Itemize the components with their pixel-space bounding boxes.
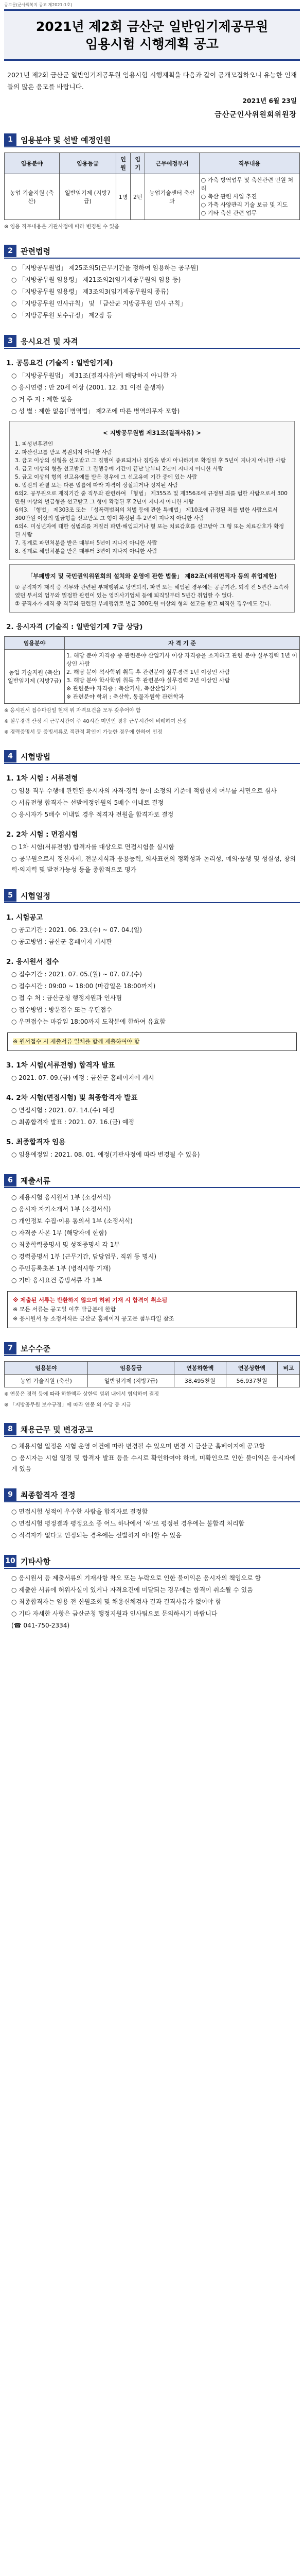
box-line: 6의3. 「형법」 제303조 또는 「성폭력범죄의 처벌 등에 관한 특례법」 제10조에 규정된 죄를 범한 사람으로서 300만원 이상의 벌금형을 선고받고 그 형이 확정된 후 2년이 지나지 아니한 사람 — [15, 507, 278, 521]
title-line-2: 임용시험 시행계획 공고 — [85, 37, 219, 52]
list-item: ○ 「지방공무원 인사규칙」 및 「금산군 지방공무원 인사 규칙」 — [11, 300, 187, 307]
section-number: 4 — [4, 750, 16, 762]
list-item: ○ 성 별 : 제한 없음(「병역법」 제2조에 따른 병역의무자 포함) — [11, 408, 180, 415]
section-number: 8 — [4, 1423, 16, 1435]
table-cell: 농업기술센터 축산과 — [145, 174, 199, 220]
table-header-row — [5, 637, 300, 650]
section-title: 시험방법 — [21, 752, 50, 761]
qualification-table — [4, 636, 300, 704]
list-item: ○ 기타 응시요건 증빙서류 각 1부 — [11, 1277, 102, 1284]
table-header: 임용등급 — [88, 1362, 174, 1375]
section-7-heading — [4, 1342, 300, 1356]
list-item: ○ 면접시험 : 2021. 07. 14.(수) 예정 — [11, 1107, 115, 1114]
submission-warning-box — [7, 1291, 297, 1328]
section-number: 7 — [4, 1342, 16, 1354]
table-row — [5, 174, 300, 220]
section-4-heading — [4, 750, 300, 764]
list-item: ○ 임용예정일 : 2021. 08. 01. 예정(기관사정에 따라 변경될 수 있음) — [11, 1151, 200, 1158]
list-item: ○ 적격자가 없다고 인정되는 경우에는 선발하지 아니할 수 있음 — [11, 1532, 182, 1539]
section-title: 응시요건 및 자격 — [21, 336, 78, 346]
section-title: 기타사항 — [21, 1556, 50, 1566]
section-5-heading — [4, 889, 300, 903]
list-item: ○ 접수시간 : 09:00 ~ 18:00 (마감일은 18:00까지) — [11, 982, 156, 990]
section-number: 6 — [4, 1174, 16, 1187]
application-notice-box — [7, 1032, 297, 1051]
disqualification-box — [9, 421, 295, 560]
box-line: 7. 징계로 파면처분을 받은 때부터 5년이 지나지 아니한 사람 — [15, 540, 157, 546]
subsection-title: 1. 1차 시험 : 서류전형 — [6, 774, 78, 783]
criteria-line: ※ 관련분야 학위 : 축산학, 동물자원학 관련학과 — [66, 693, 184, 700]
note-line: ※ 실무경력 산정 시 근무시간이 주 40시간 미만인 경우 근무시간에 비례하여 산정 — [4, 719, 187, 724]
contact-phone: (☎ 041-750-2334) — [11, 1622, 70, 1629]
table-header: 직무내용 — [199, 153, 299, 174]
box-title: 「부패방지 및 국민권익위원회의 설치와 운영에 관한 법률」 제82조(비위면직자 등의 취업제한) — [27, 572, 277, 580]
list-item: ○ 개인정보 수집·이용 동의서 1부 (소정서식) — [11, 1217, 133, 1225]
table-header: 비고 — [278, 1362, 300, 1375]
list-item: ○ 「지방공무원법」 제25조의5(근무기간을 정하여 임용하는 공무원) — [11, 264, 199, 272]
list-item: ○ 접 수 처 : 금산군청 행정지원과 인사팀 — [11, 994, 122, 1002]
list-item: ○ 우편접수는 마감일 18:00까지 도착분에 한하여 유효함 — [11, 1018, 166, 1025]
list-item: ○ 면접시험 성적이 우수한 사람을 합격자로 결정함 — [11, 1508, 148, 1515]
note-line: ※ 모든 서류는 공고일 이후 발급분에 한함 — [13, 1306, 116, 1313]
section-number: 2 — [4, 245, 16, 257]
table-header: 임용분야 — [5, 1362, 88, 1375]
table-header: 연봉하한액 — [174, 1362, 226, 1375]
list-item: ○ 제출한 서류에 허위사실이 있거나 자격요건에 미달되는 경우에는 합격이 취소될 수 있음 — [11, 1586, 253, 1594]
table-cell: ○ 가축 방역업무 및 축산관련 민원 처리 ○ 축산 관련 사업 추진 ○ 가축 사양관리 기술 보급 및 지도 ○ 기타 축산 관련 업무 — [199, 174, 299, 220]
section-2-heading — [4, 244, 300, 259]
section-number: 1 — [4, 133, 16, 146]
section-3-heading — [4, 334, 300, 349]
box-line: 1. 피성년후견인 — [15, 441, 53, 447]
list-item: ○ 접수기간 : 2021. 07. 05.(월) ~ 07. 07.(수) — [11, 971, 142, 978]
table-cell — [65, 650, 300, 704]
issuing-organization: 금산군인사위원회위원장 — [214, 111, 297, 119]
list-item: ○ 응시자는 시험 일정 및 합격자 발표 등을 수시로 확인하여야 하며, 미확인으로 인한 불이익은 응시자에게 있음 — [11, 1454, 296, 1472]
list-item: ○ 채용시험 일정은 시험 운영 여건에 따라 변경될 수 있으며 변경 시 금산군 홈페이지에 공고함 — [11, 1443, 265, 1450]
box-line: 4. 금고 이상의 형을 선고받고 그 집행유예 기간이 끝난 날부터 2년이 지나지 아니한 사람 — [15, 466, 223, 472]
box-title: < 지방공무원법 제31조(결격사유) > — [102, 429, 202, 436]
list-item: ○ 최종합격자는 임용 전 신원조회 및 채용신체검사 결과 결격사유가 없어야 함 — [11, 1598, 221, 1605]
list-item: ○ 면접시험 평정결과 평정요소 중 어느 하나에서 '하'로 평정된 경우에는 불합격 처리함 — [11, 1520, 245, 1527]
subsection-title: 2. 응시원서 접수 — [6, 958, 59, 966]
box-line: 6의4. 미성년자에 대한 성범죄를 저질러 파면·해임되거나 형 또는 치료감호를 선고받아 그 형 또는 치료감호가 확정된 사람 — [15, 523, 284, 538]
table-cell: 일반임기제 (지방7급) — [59, 174, 116, 220]
table-cell: 일반임기제 (지방7급) — [88, 1375, 174, 1387]
list-item: ○ 자격증 사본 1부 (해당자에 한함) — [11, 1229, 107, 1236]
list-item: ○ 2021. 07. 09.(금) 예정 : 금산군 홈페이지에 게시 — [11, 1074, 154, 1081]
list-item: ○ 최종학력증명서 및 성적증명서 각 1부 — [11, 1241, 120, 1248]
table-row — [5, 1375, 300, 1387]
subsection-title: 1. 공통요건 (기술직 : 일반임기제) — [6, 359, 113, 367]
section-number: 3 — [4, 335, 16, 347]
section-title: 최종합격자 결정 — [21, 1490, 76, 1500]
table-header-row — [5, 1362, 300, 1375]
list-item: ○ 최종합격자 발표 : 2021. 07. 16.(금) 예정 — [11, 1118, 135, 1126]
section-title: 시험일정 — [21, 891, 50, 901]
criteria-line: ※ 관련분야 자격증 : 축산기사, 축산산업기사 — [66, 685, 177, 692]
list-item: ○ 「지방공무원 임용령」 제21조의2(임기제공무원의 임용 등) — [11, 276, 181, 283]
box-line: 6. 법원의 판결 또는 다른 법률에 따라 자격이 상실되거나 정지된 사람 — [15, 482, 178, 488]
section-title: 관련법령 — [21, 246, 50, 256]
list-item: ○ 공고기간 : 2021. 06. 23.(수) ~ 07. 04.(일) — [11, 926, 142, 934]
section-title: 제출서류 — [21, 1176, 50, 1185]
list-item: ○ 1차 시험(서류전형) 합격자를 대상으로 면접시험을 실시함 — [11, 843, 174, 851]
note-line: ※ 경력증명서 등 증빙서류로 객관적 확인이 가능한 경우에 한하여 인정 — [4, 730, 163, 735]
box-line: 6의2. 공무원으로 재직기간 중 직무와 관련하여 「형법」 제355조 및 제356조에 규정된 죄를 범한 사람으로서 300만원 이상의 벌금형을 선고받고 그 형이 확정된 후 2년이 지나지 아니한 사람 — [15, 490, 288, 505]
subsection-title: 2. 2차 시험 : 면접시험 — [6, 831, 78, 839]
list-item: ○ 「지방공무원법」 제31조(결격사유)에 해당하지 아니한 자 — [11, 372, 177, 379]
subsection-title: 4. 2차 시험(면접시험) 및 최종합격자 발표 — [6, 1094, 138, 1102]
section-title: 채용근무 및 변경공고 — [21, 1425, 93, 1434]
note-line: ※ 「지방공무원 보수규정」에 따라 연봉 외 수당 등 지급 — [4, 1402, 132, 1408]
table-header-row — [5, 153, 300, 174]
list-item: ○ 서류전형 합격자는 선발예정인원의 5배수 이내로 결정 — [11, 799, 164, 806]
note-line: ※ 응시원서 접수마감일 현재 위 자격요건을 모두 갖추어야 함 — [4, 708, 141, 714]
section-number: 5 — [4, 889, 16, 902]
intro-paragraph: 2021년 제2회 금산군 일반임기제공무원 임용시험 시행계획을 다음과 같이 공개모집하오니 유능한 인재들의 많은 응모를 바랍니다. — [7, 71, 297, 91]
table-cell: 56,937천원 — [226, 1375, 278, 1387]
table-cell: 농업 기술지원 (축산) — [5, 1375, 88, 1387]
table-cell: 2년 — [131, 174, 145, 220]
note-line: ※ 연봉은 경력 등에 따라 하한액과 상한액 범위 내에서 협의하여 결정 — [4, 1392, 159, 1397]
table-cell: 농업 기술지원 (축산) 일반임기제 (지방7급) — [5, 650, 65, 704]
table-header: 임용분야 — [5, 153, 60, 174]
section-6-heading — [4, 1174, 300, 1188]
table-cell: 38,495천원 — [174, 1375, 226, 1387]
list-item: ○ 공고방법 : 금산군 홈페이지 게시판 — [11, 938, 112, 945]
list-item: ○ 경력증명서 1부 (근무기간, 담당업무, 직위 등 명시) — [11, 1253, 157, 1260]
list-item: ○ 주민등록초본 1부 (병적사항 기재) — [11, 1265, 111, 1272]
table-header: 자 격 기 준 — [65, 637, 300, 650]
section-title: 보수수준 — [21, 1344, 50, 1353]
table-header: 근무예정부서 — [145, 153, 199, 174]
recruitment-table — [4, 152, 300, 220]
list-item: ○ 「지방공무원 보수규정」 제2장 등 — [11, 312, 113, 319]
top-note: 공고문(군사회복지 공고 제2021-1호) — [4, 3, 73, 7]
table-row — [5, 650, 300, 704]
list-item: ○ 공무원으로서 정신자세, 전문지식과 응용능력, 의사표현의 정확성과 논리성, 예의·품행 및 성실성, 창의력·의지력 및 발전가능성 등을 종합적으로 평가 — [11, 855, 296, 873]
table-cell — [278, 1375, 300, 1387]
table-cell: 농업 기술지원 (축산) — [5, 174, 60, 220]
table-header: 임용등급 — [59, 153, 116, 174]
box-line: 5. 금고 이상의 형의 선고유예를 받은 경우에 그 선고유예 기간 중에 있는 사람 — [15, 474, 198, 480]
section-10-heading — [4, 1554, 300, 1569]
table-header: 임용분야 — [5, 637, 65, 650]
box-line: 3. 금고 이상의 실형을 선고받고 그 집행이 종료되거나 집행을 받지 아니하기로 확정된 후 5년이 지나지 아니한 사람 — [15, 457, 286, 464]
table-header: 연봉상한액 — [226, 1362, 278, 1375]
section-8-heading — [4, 1422, 300, 1437]
section-1-heading — [4, 133, 300, 147]
subsection-title: 1. 시험공고 — [6, 913, 43, 922]
list-item: ○ 「지방공무원 임용령」 제3조의3(임기제공무원의 종류) — [11, 288, 169, 295]
salary-table — [4, 1361, 300, 1387]
list-item: ○ 임용 직무 수행에 관련된 응시자의 자격·경력 등이 소정의 기준에 적합한지 여부를 서면으로 심사 — [11, 787, 277, 794]
list-item: ○ 접수방법 : 방문접수 또는 우편접수 — [11, 1006, 112, 1013]
criteria-line: 3. 해당 분야 학사학위 취득 후 관련분야 실무경력 2년 이상인 사람 — [66, 677, 230, 684]
section-title: 임용분야 및 선발 예정인원 — [21, 135, 111, 145]
title-header — [4, 9, 300, 61]
list-item: ○ 응시연령 : 만 20세 이상 (2001. 12. 31 이전 출생자) — [11, 384, 164, 391]
table-cell: 1명 — [116, 174, 131, 220]
box-line: ② 공직자가 재직 중 직무와 관련된 부패행위로 벌금 300만원 이상의 형의 선고를 받고 퇴직한 경우에도 같다. — [15, 601, 272, 607]
list-item: ○ 응시원서 등 제출서류의 기재사항 착오 또는 누락으로 인한 불이익은 응시자의 책임으로 함 — [11, 1574, 261, 1582]
table-note: ※ 임용 직무내용은 기관사정에 따라 변경될 수 있음 — [4, 224, 119, 230]
box-line: 2. 파산선고를 받고 복권되지 아니한 사람 — [15, 449, 112, 455]
employment-restriction-box — [9, 564, 295, 613]
list-item: ○ 응시자 자기소개서 1부 (소정서식) — [11, 1206, 111, 1213]
table-header: 임기 — [131, 153, 145, 174]
announcement-date: 2021년 6월 23일 — [242, 97, 297, 105]
warning-text: ※ 제출된 서류는 반환하지 않으며 허위 기재 시 합격이 취소됨 — [13, 1297, 168, 1303]
section-number: 9 — [4, 1488, 16, 1501]
subsection-title: 2. 응시자격 (기술직 : 일반임기제 7급 상당) — [6, 623, 143, 631]
list-item: ○ 거 주 지 : 제한 없음 — [11, 396, 73, 403]
criteria-line: 2. 해당 분야 석사학위 취득 후 관련분야 실무경력 1년 이상인 사람 — [66, 669, 230, 675]
section-9-heading — [4, 1488, 300, 1502]
list-item: ○ 채용시험 응시원서 1부 (소정서식) — [11, 1194, 111, 1201]
note-line: ※ 응시원서 등 소정서식은 금산군 홈페이지 공고문 첨부파일 참조 — [13, 1315, 174, 1322]
subsection-title: 3. 1차 시험(서류전형) 합격자 발표 — [6, 1061, 115, 1070]
notice-text: ※ 원서접수 시 제출서류 일체를 함께 제출하여야 함 — [13, 1038, 140, 1045]
box-line: ① 공직자가 재직 중 직무와 관련된 부패행위로 당연퇴직, 파면 또는 해임된 경우에는 공공기관, 퇴직 전 5년간 소속하였던 부서의 업무와 밀접한 관련이 있는 영리사기업체 등에 퇴직일부터 5년간 취업할 수 없다. — [15, 584, 289, 599]
list-item: ○ 응시자가 5배수 이내일 경우 적격자 전원을 합격자로 결정 — [11, 811, 174, 818]
announcement-page — [4, 0, 300, 1631]
list-item: ○ 기타 자세한 사항은 금산군청 행정지원과 인사팀으로 문의하시기 바랍니다 — [11, 1610, 218, 1617]
table-header: 인원 — [116, 153, 131, 174]
section-number: 10 — [4, 1555, 16, 1567]
criteria-line: 1. 해당 분야 자격증 중 관련분야 산업기사 이상 자격증을 소지하고 관련 분야 실무경력 1년 이상인 사람 — [66, 652, 297, 667]
title-line-1: 2021년 제2회 금산군 일반임기제공무원 — [35, 19, 269, 34]
subsection-title: 5. 최종합격자 임용 — [6, 1138, 66, 1146]
box-line: 8. 징계로 해임처분을 받은 때부터 3년이 지나지 아니한 사람 — [15, 548, 157, 554]
